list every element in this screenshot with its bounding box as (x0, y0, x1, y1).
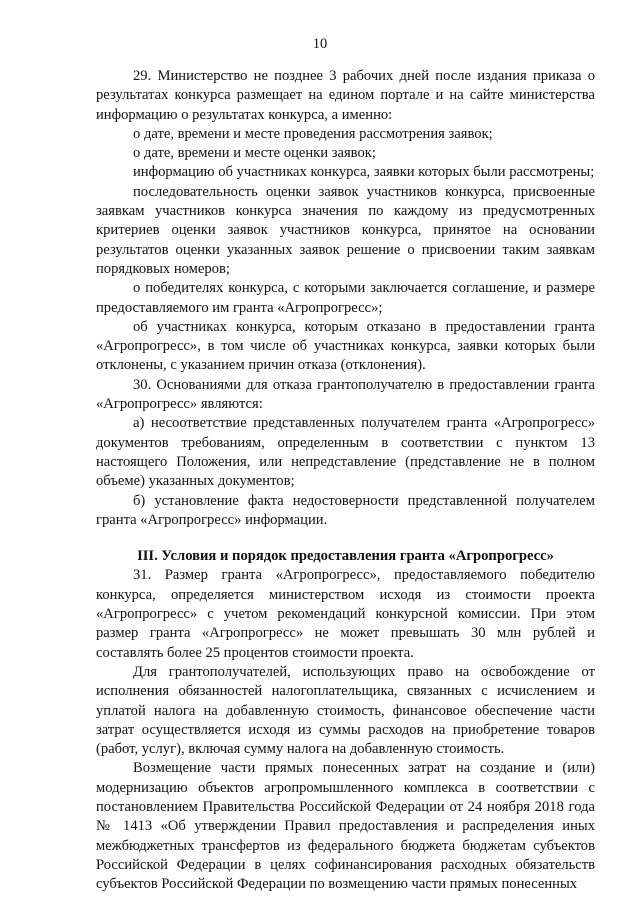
paragraph-list-item: о дате, времени и месте проведения рассмотрения заявок; (133, 125, 493, 142)
section-heading: III. Условия и порядок предоставления гранта «Агропрогресс» (137, 548, 554, 565)
paragraph-reimbursement: Возмещение части прямых понесенных затрат на создание и (или) модернизацию объектов агропромышленного комплекса в соответствии с постановлением Правительства Российской Федерации от 24 ноября 2018 года № 1413 «Об утверждении Правил предоставления и распределения иных межбюджетных трансфертов из федерального бюджета бюджетам субъектов Российской Федерации в целях софинансирования расходных обязательств субъектов Российской Федерации по возмещению части прямых понесенных (96, 760, 595, 893)
paragraph-30-b: б) установление факта недостоверности представленной получателем гранта «Агропрогресс» информации. (96, 492, 595, 528)
paragraph-list-item: об участниках конкурса, которым отказано в предоставлении гранта «Агропрогресс», в том числе об участниках конкурса, заявки которых были отклонены, с указанием причин отказа (отклонения). (96, 318, 595, 374)
paragraph-list-item: информацию об участниках конкурса, заявки которых были рассмотрены; (133, 164, 595, 181)
paragraph-list-item: о победителях конкурса, с которыми заключается соглашение, и размере предоставляемого им гранта «Агропрогресс»; (96, 280, 595, 316)
paragraph-29-intro: 29. Министерство не позднее 3 рабочих дней после издания приказа о результатах конкурса размещает на едином портале и на сайте министерства информацию о результатах конкурса, а именно: (96, 68, 595, 123)
paragraph-list-item: о дате, времени и месте оценки заявок; (133, 145, 376, 162)
page-number: 10 (312, 36, 328, 52)
paragraph-list-item: последовательность оценки заявок участников конкурса, присвоенные заявкам участников конкурса значения по каждому из предусмотренных критериев оценки заявок участников конкурса, принятое на основании результатов оценки указанных заявок решение о присвоении таким заявкам порядковых номеров; (96, 183, 595, 277)
paragraph-vat: Для грантополучателей, использующих право на освобождение от исполнения обязанностей налогоплательщика, связанных с исчислением и уплатой налога на добавленную стоимость, финансовое обеспечение части затрат осуществляется исходя из суммы расходов на приобретение товаров (работ, услуг), включая сумму налога на добавленную стоимость. (96, 663, 595, 758)
paragraph-30-a: а) несоответствие представленных получателем гранта «Агропрогресс» документов требованиям, определенным в соответствии с пунктом 13 настоящего Положения, или непредставление (представление не в полном объеме) указанных документов; (96, 415, 595, 490)
paragraph-30-intro: 30. Основаниями для отказа грантополучателю в предоставлении гранта «Агропрогресс» являются: (96, 376, 595, 413)
document-body (96, 67, 595, 894)
paragraph-31: 31. Размер гранта «Агропрогресс», предоставляемого победителю конкурса, определяется министерством исходя из стоимости проекта «Агропрогресс» с учетом рекомендаций конкурсной комиссии. При этом размер гранта «Агропрогресс» не может превышать 30 млн рублей и составлять более 25 процентов стоимости проекта. (96, 567, 595, 661)
